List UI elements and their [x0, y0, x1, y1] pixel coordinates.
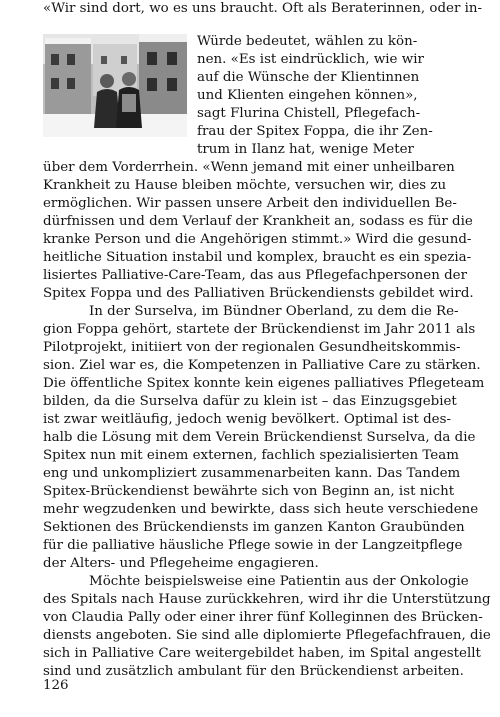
photo-two-women-in-snowy-village: [43, 34, 187, 137]
page-number: 126: [43, 678, 69, 693]
text-line: ist zwar weitläufig, jedoch wenig bevölkert. Optimal ist des-: [43, 412, 451, 427]
text-line: sion. Ziel war es, die Kompetenzen in Palliative Care zu stärken.: [43, 358, 481, 373]
text-line: trum in Ilanz hat, wenige Meter: [197, 142, 414, 157]
text-line: halb die Lösung mit dem Verein Brückendienst Surselva, da die: [43, 430, 476, 445]
text-line: «Wir sind dort, wo es uns braucht. Oft als Beraterinnen, oder in-: [43, 1, 483, 16]
text-line: Spitex-Brückendienst bewährte sich von Beginn an, ist nicht: [43, 484, 455, 499]
text-line: dürfnissen und dem Verlauf der Krankheit an, sodass es für die: [43, 214, 473, 229]
text-line: Sektionen des Brückendiensts im ganzen Kanton Graubünden: [43, 520, 465, 535]
text-line: diensts angeboten. Sie sind alle diplomierte Pflegefachfrauen, die: [43, 628, 491, 643]
text-line: nen. «Es ist eindrücklich, wie wir: [197, 52, 424, 67]
text-line: Pilotprojekt, initiiert von der regionalen Gesundheitskommis-: [43, 340, 461, 355]
photo-image: [43, 34, 187, 137]
text-line: Spitex nun mit einem externen, fachlich spezialisierten Team: [43, 448, 459, 463]
text-line: über dem Vorderrhein. «Wenn jemand mit einer unheilbaren: [43, 160, 455, 175]
text-line: der Alters- und Pflegeheime engagieren.: [43, 556, 319, 571]
text-line: ermöglichen. Wir passen unsere Arbeit den individuellen Be-: [43, 196, 457, 211]
text-line: und Klienten eingehen können»,: [197, 88, 418, 103]
text-line: auf die Wünsche der Klientinnen: [197, 70, 420, 85]
text-line: von Claudia Pally oder einer ihrer fünf Kolleginnen des Brücken-: [43, 610, 483, 625]
text-line: sind und zusätzlich ambulant für den Brückendienst arbeiten.: [43, 664, 464, 679]
text-line: frau der Spitex Foppa, die ihr Zen-: [197, 124, 433, 139]
text-line: Spitex Foppa und des Palliativen Brückendiensts gebildet wird.: [43, 286, 474, 301]
text-line: bilden, da die Surselva dafür zu klein ist – das Einzugsgebiet: [43, 394, 457, 409]
text-line: In der Surselva, im Bündner Oberland, zu dem die Re-: [89, 304, 459, 319]
text-line: Krankheit zu Hause bleiben möchte, versuchen wir, dies zu: [43, 178, 447, 193]
text-line: sagt Flurina Chistell, Pflegefach-: [197, 106, 421, 121]
text-line: heitliche Situation instabil und komplex, braucht es ein spezia-: [43, 250, 472, 265]
text-line: Die öffentliche Spitex konnte kein eigenes palliatives Pflegeteam: [43, 376, 485, 391]
text-line: mehr wegzudenken und bewirkte, dass sich heute verschiedene: [43, 502, 479, 517]
text-line: kranke Person und die Angehörigen stimmt.» Wird die gesund-: [43, 232, 472, 247]
text-line: sich in Palliative Care weitergebildet haben, im Spital angestellt: [43, 646, 481, 661]
text-line: lisiertes Palliative-Care-Team, das aus Pflegefachpersonen der: [43, 268, 467, 283]
text-line: gion Foppa gehört, startete der Brückendienst im Jahr 2011 als: [43, 322, 476, 337]
text-line: eng und unkompliziert zusammenarbeiten kann. Das Tandem: [43, 466, 461, 481]
text-line: für die palliative häusliche Pflege sowie in der Langzeitpflege: [43, 538, 463, 553]
text-line: Würde bedeutet, wählen zu kön-: [197, 34, 418, 49]
text-line: Möchte beispielsweise eine Patientin aus der Onkologie: [89, 574, 469, 589]
text-line: des Spitals nach Hause zurückkehren, wird ihr die Unterstützung: [43, 592, 491, 607]
